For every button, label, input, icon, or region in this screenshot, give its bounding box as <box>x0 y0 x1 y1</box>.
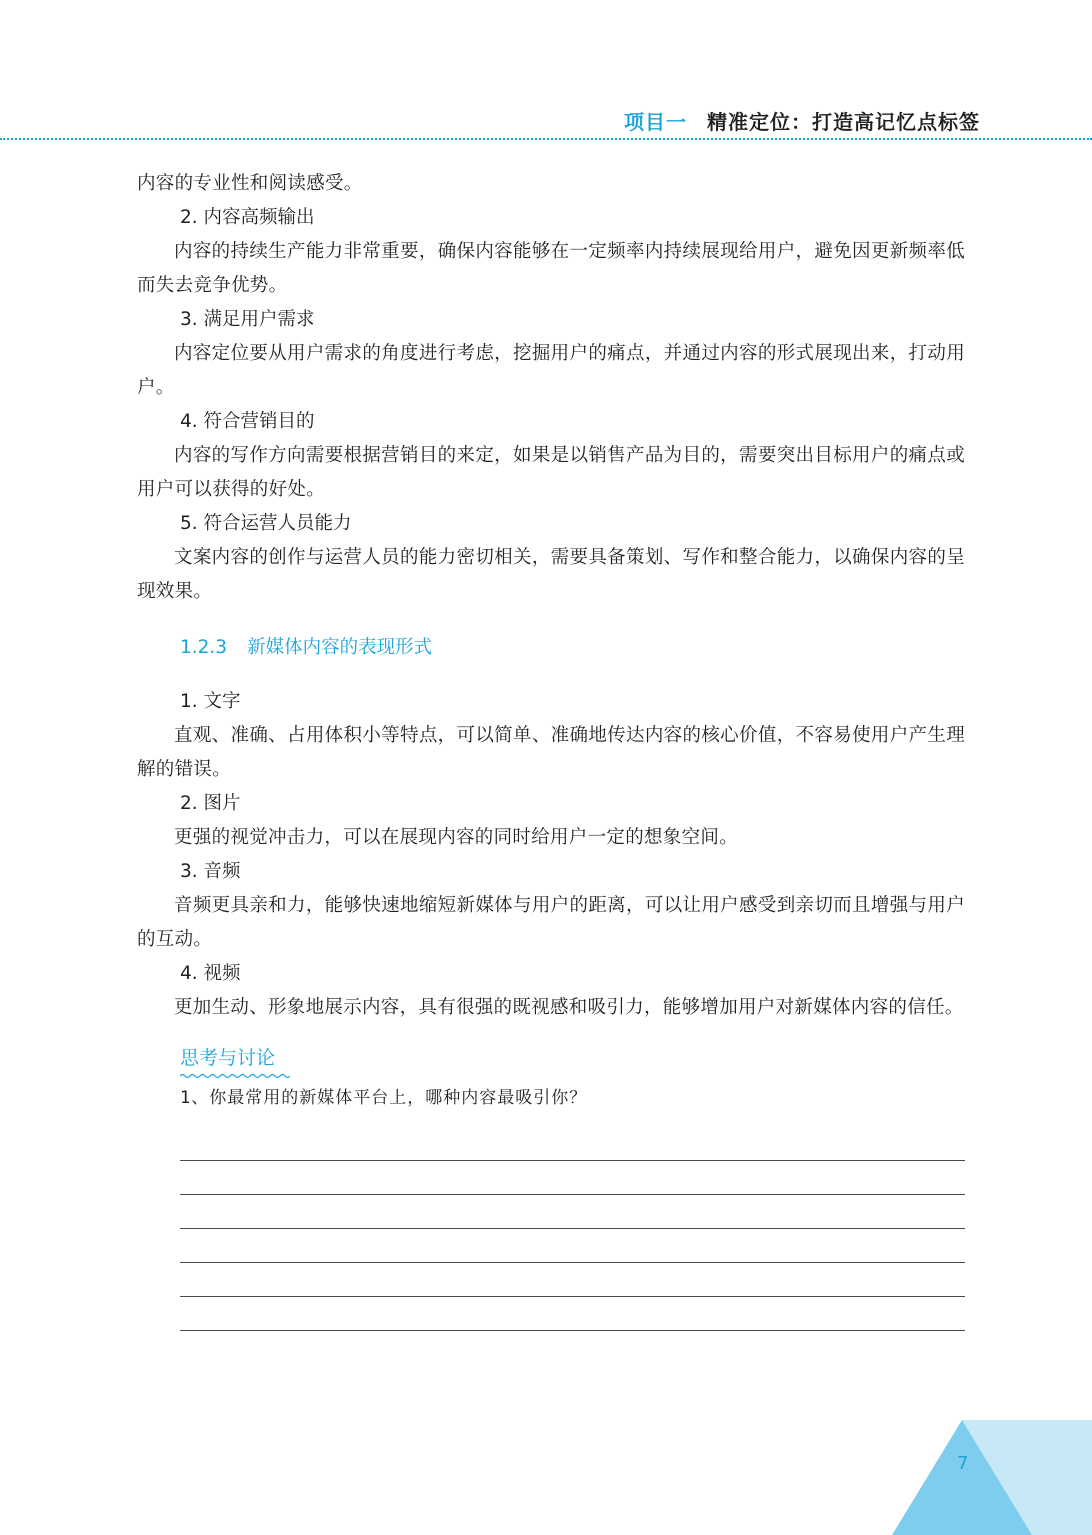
wavy-underline <box>180 1073 290 1079</box>
answer-line[interactable] <box>180 1127 965 1161</box>
discussion-question: 1、你最常用的新媒体平台上，哪种内容最吸引你？ <box>180 1088 588 1108</box>
discussion-title: 思考与讨论 <box>180 1047 276 1069</box>
answer-lines <box>180 1127 965 1331</box>
section-number: 1.2.3 <box>180 637 228 658</box>
subheading: 2. 内容高频输出 <box>180 207 315 228</box>
subheading: 3. 音频 <box>180 861 241 882</box>
subheading: 3. 满足用户需求 <box>180 309 315 330</box>
subheading: 5. 符合运营人员能力 <box>180 513 352 534</box>
subheading: 4. 视频 <box>180 963 241 984</box>
header-project: 项目一 <box>624 110 687 134</box>
paragraph: 直观、准确、占用体积小等特点，可以简单、准确地传达内容的核心价值，不容易使用户产生理解的错误。 <box>137 725 965 780</box>
answer-line[interactable] <box>180 1297 965 1331</box>
paragraph: 更强的视觉冲击力，可以在展现内容的同时给用户一定的想象空间。 <box>174 827 739 848</box>
subheading: 4. 符合营销目的 <box>180 411 315 432</box>
subheading: 2. 图片 <box>180 793 241 814</box>
page-header <box>0 100 1092 138</box>
answer-line[interactable] <box>180 1161 965 1195</box>
paragraph: 内容的写作方向需要根据营销目的来定，如果是以销售产品为目的，需要突出目标用户的痛点或用户可以获得的好处。 <box>137 445 965 500</box>
page-content <box>137 167 965 1331</box>
paragraph: 内容定位要从用户需求的角度进行考虑，挖掘用户的痛点，并通过内容的形式展现出来，打动用户。 <box>137 343 965 398</box>
subheading: 1. 文字 <box>180 691 241 712</box>
paragraph: 更加生动、形象地展示内容，具有很强的既视感和吸引力，能够增加用户对新媒体内容的信任。 <box>174 997 964 1018</box>
paragraph: 音频更具亲和力，能够快速地缩短新媒体与用户的距离，可以让用户感受到亲切而且增强与用户的互动。 <box>137 895 965 950</box>
header-title <box>624 106 980 135</box>
paragraph: 内容的专业性和阅读感受。 <box>137 173 363 194</box>
header-dotted-rule <box>0 138 1092 140</box>
section-heading <box>137 631 965 665</box>
section-title: 新媒体内容的表现形式 <box>247 637 433 658</box>
paragraph: 文案内容的创作与运营人员的能力密切相关，需要具备策划、写作和整合能力，以确保内容的呈现效果。 <box>137 547 965 602</box>
answer-line[interactable] <box>180 1229 965 1263</box>
page-corner-decoration <box>892 1420 1092 1535</box>
header-chapter: 精准定位：打造高记忆点标签 <box>707 110 980 134</box>
paragraph: 内容的持续生产能力非常重要，确保内容能够在一定频率内持续展现给用户，避免因更新频率低而失去竞争优势。 <box>137 241 965 296</box>
answer-line[interactable] <box>180 1195 965 1229</box>
answer-line[interactable] <box>180 1263 965 1297</box>
page-number: 7 <box>957 1453 969 1474</box>
